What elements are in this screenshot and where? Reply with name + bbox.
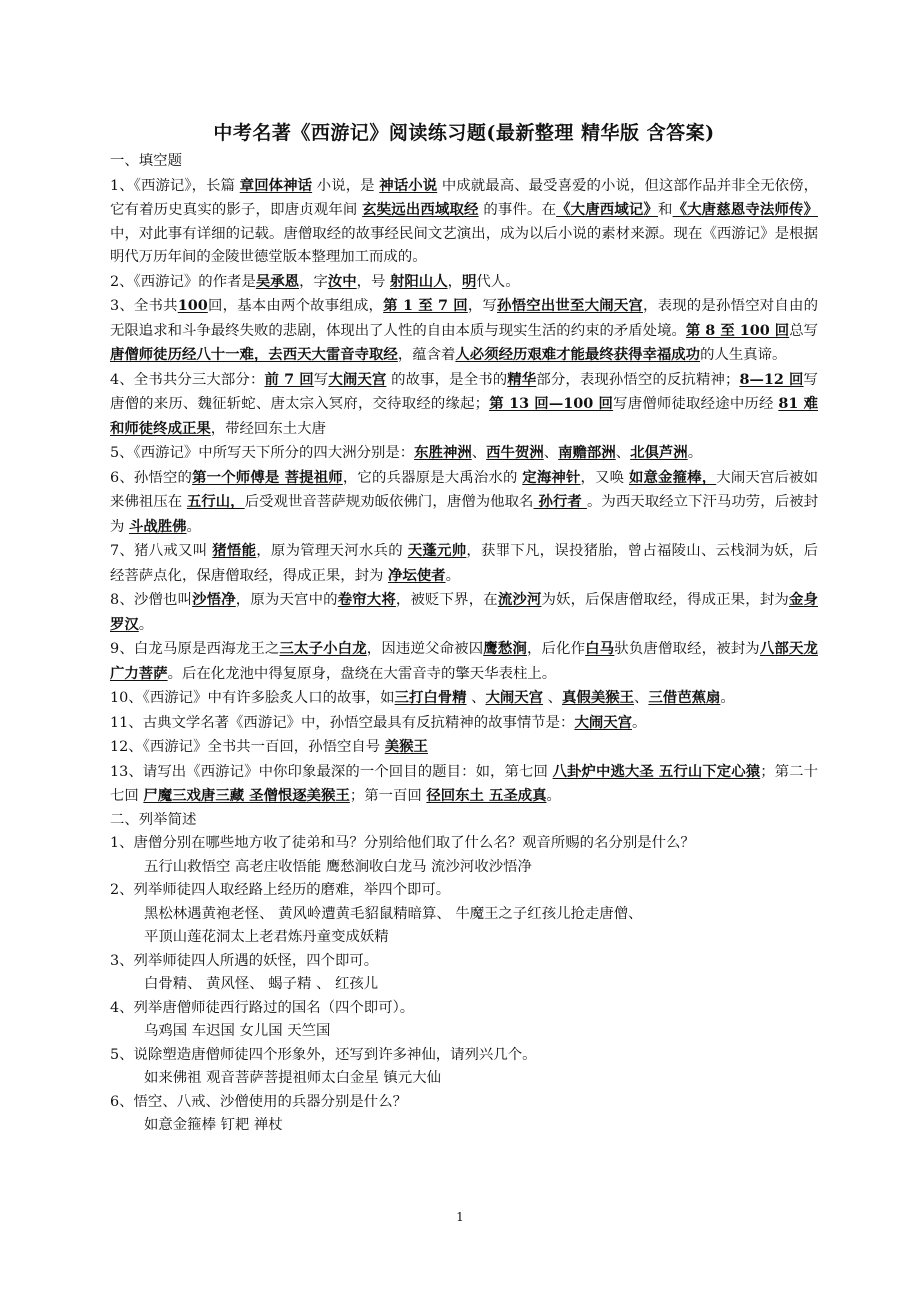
section-heading-list: 二、列举简述 (110, 811, 197, 828)
question-text: 11、古典文学名著《西游记》中，孙悟空最具有反抗精神的故事情节是： (110, 714, 575, 731)
list-question-2: 2、列举师徒四人取经路上经历的磨难，举四个即可。 (110, 882, 451, 898)
page-number: 1 (456, 1210, 464, 1224)
question-text: ，后化作 (526, 641, 586, 657)
answer-text: 汝中 (327, 272, 357, 290)
question-text: ，表现的是孙悟空对自由的无限追求和斗争最终失败的悲剧，体现出了人性的自由本质与现实生活的约束的矛盾处境。 (110, 298, 818, 339)
list-question-3: 3、列举师徒四人所遇的妖怪，四个即可。 (110, 952, 379, 969)
answer-text: 人必须经历艰难才能最终获得幸福成功 (455, 346, 701, 363)
list-question-5: 5、说除塑造唐僧师徒四个形象外，还写到许多神仙，请列兴几个。 (110, 1046, 537, 1063)
list-answer-6: 如意金箍棒 钉耙 禅杖 (144, 1117, 283, 1133)
question-text: ，被贬下界，在 (395, 592, 498, 608)
question-12 (110, 735, 818, 760)
answer-text: 斗战胜佛 (128, 517, 187, 535)
question-text: 代人。 (476, 273, 520, 290)
question-text: 、 (543, 445, 559, 461)
question-text: 。 (632, 714, 647, 731)
answer-text: 大闹天宫 (485, 689, 544, 706)
answer-text: 如意金箍棒， (628, 468, 717, 486)
list-question-4: 4、列举唐僧师徒西行路过的国名（四个即可）。 (110, 999, 415, 1016)
answer-text: 天蓬元帅 (407, 542, 467, 559)
question-text: 中，对此事有详细的记载。唐僧取经的故事经民间文艺演出，成为以后小说的素材来源。现在《西游记》是根据明代万历年间的金陵世德堂版本整理加工而成的。 (110, 225, 818, 265)
question-text: 13、请写出《西游记》中你印象最深的一个回目的题目：如，第七回 (110, 763, 553, 780)
question-text: 驮负唐僧取经，被封为 (614, 641, 760, 657)
question-text: 写唐僧的来历、魏征斩蛇、唐太宗入冥府，交待取经的缘起； (110, 371, 818, 412)
question-text: 2、《西游记》的作者是 (110, 273, 256, 290)
question-text: ，号 (356, 273, 391, 290)
question-text: ；第二十七回 (110, 763, 818, 804)
question-text: 写唐僧师徒取经途中历经 (613, 396, 779, 412)
answer-text: 神话小说 (379, 176, 438, 194)
answer-text: 孙行者 (533, 493, 587, 510)
question-text: 总写 (789, 322, 818, 339)
answer-text: 第 13 回—100 回 (489, 395, 614, 412)
answer-text: 尸魔三戏唐三藏 圣僧恨逐美猴王 (143, 787, 350, 804)
question-7 (110, 539, 818, 588)
question-text: 后受观世音菩萨规劝皈依佛门，唐僧为他取名 (244, 494, 534, 510)
list-question-6: 6、悟空、八戒、沙僧使用的兵器分别是什么？ (110, 1093, 407, 1110)
question-text: 。 (546, 788, 561, 804)
question-text: 。 (687, 445, 703, 461)
answer-text: 南赡部洲 (558, 444, 616, 461)
answer-text: 81 难和师徒终成正果 (110, 395, 818, 437)
question-text: 部分，表现孙悟空的反抗精神； (536, 371, 740, 388)
question-text: 的事件。在 (478, 202, 557, 218)
question-text: ， (447, 273, 462, 290)
list-question-1: 1、唐僧分别在哪些地方收了徒弟和马？分别给他们取了什么名？观音所赐的名分别是什么？ (110, 835, 695, 851)
answer-text: 大闹天宫 (328, 370, 387, 388)
answer-text: 玄奘远出西域取经 (362, 201, 479, 218)
answer-text: 净坛使者 (388, 566, 446, 584)
answer-text: 北俱芦洲 (630, 444, 688, 461)
question-text: 3、全书共 (110, 298, 178, 314)
answer-text: 八卦炉中逃大圣 五行山下定心猿 (552, 762, 761, 780)
question-text: 。 (138, 616, 154, 633)
answer-text: 《大唐西域记》 (556, 201, 659, 218)
answer-text: 8—12 回 (739, 370, 804, 388)
question-text: 。 (720, 690, 735, 706)
answer-text: 美猴王 (384, 738, 428, 755)
list-answer-2b: 平顶山莲花洞太上老君炼丹童变成妖精 (144, 929, 389, 945)
question-text: 写 (313, 371, 329, 388)
answer-text: 沙悟净 (192, 591, 236, 608)
question-text: 8、沙僧也叫 (110, 592, 193, 608)
question-11 (110, 711, 818, 736)
answer-text: 三借芭蕉扇 (648, 689, 721, 706)
answer-text: 三打白骨精 (394, 689, 467, 706)
question-text: 大闹天宫后被如来佛祖压在 (110, 469, 819, 510)
answer-text: 唐僧师徒历经八十一难，去西天大雷音寺取经 (110, 346, 398, 363)
question-text: ，获罪下凡，误投猪胎，曾占福陵山、云栈洞为妖，后经菩萨点化，保唐僧取经，得成正果，封为 (110, 543, 818, 584)
answer-text: 真假美猴王 (562, 689, 634, 706)
answer-text: 卷帘大将 (337, 591, 396, 608)
answer-text: 金身罗汉 (110, 591, 818, 633)
answer-text: 精华 (507, 370, 537, 388)
list-answer-3: 白骨精、 黄风怪、 蝎子精 、 红孩儿 (144, 976, 379, 992)
question-text: 、 (615, 445, 631, 461)
answer-text: 第一个师傅是 菩提祖师 (192, 468, 343, 486)
answer-text: 吴承恩 (255, 272, 300, 290)
question-text: ，蕴含着 (397, 347, 456, 363)
question-text: ，又唤 (580, 469, 629, 486)
answer-text: 100 (177, 297, 208, 314)
answer-text: 猪悟能 (212, 542, 257, 559)
list-answer-5: 如来佛祖 观音菩萨菩提祖师太白金星 镇元大仙 (144, 1070, 441, 1086)
answer-text: 东胜神洲 (414, 444, 472, 461)
answer-text: 大闹天宫 (574, 713, 633, 731)
answer-text: 五行山， (186, 493, 245, 510)
question-text: 12、《西游记》全书共一百回，孙悟空自号 (110, 739, 385, 755)
question-9 (110, 637, 818, 686)
question-text: ，因违逆父命被囚 (366, 641, 484, 657)
answer-text: 定海神针 (522, 468, 581, 486)
question-text: 1、《西游记》，长篇 (110, 177, 240, 194)
answer-text: 前 7 回 (264, 370, 314, 388)
question-text: 。 (186, 518, 201, 535)
question-13 (110, 760, 818, 809)
answer-text: 第 1 至 7 回 (383, 297, 468, 314)
question-8 (110, 588, 818, 637)
answer-text: 西牛贺洲 (486, 444, 544, 461)
page-title: 中考名著《西游记》阅读练习题(最新整理 精华版 含答案) (213, 122, 715, 144)
question-text: 6、孙悟空的 (110, 469, 193, 486)
question-text: ，写 (467, 298, 498, 314)
question-6 (110, 466, 818, 540)
answer-text: 第 8 至 100 回 (685, 321, 790, 339)
answer-text: 孙悟空出世至大闹天宫 (497, 297, 644, 314)
answer-text: 鹰愁涧 (483, 640, 527, 657)
document-content (110, 118, 818, 1138)
question-5 (110, 441, 818, 466)
question-4 (110, 368, 818, 442)
answer-text: 三太子小白龙 (279, 640, 367, 657)
question-text: 回，基本由两个故事组成， (207, 298, 384, 314)
question-text: 、 (634, 690, 649, 706)
list-answer-2a: 黑松林遇黄袍老怪、 黄风岭遭黄毛貂鼠精暗算、 牛魔王之子红孩儿抢走唐僧、 (144, 905, 643, 922)
question-text: ，原为天宫中的 (235, 592, 338, 608)
question-text: 的故事，是全书的 (386, 371, 508, 388)
question-text: 、 (471, 445, 487, 461)
question-text: 9、白龙马原是西海龙王之 (110, 641, 280, 657)
question-text: 的人生真谛。 (700, 347, 787, 363)
question-text: 为妖，后保唐僧取经，得成正果，封为 (541, 592, 789, 608)
question-text: 4、全书共分三大部分： (110, 371, 265, 388)
question-text: 和 (658, 202, 673, 218)
answer-text: 白马 (585, 640, 615, 657)
list-answer-1: 五行山救悟空 高老庄收悟能 鹰愁涧收白龙马 流沙河收沙悟净 (144, 858, 532, 875)
question-text: 、 (543, 690, 563, 706)
question-text: ，它的兵器原是大禹治水的 (342, 469, 523, 486)
question-text: 小说，是 (312, 177, 380, 194)
question-1 (110, 174, 818, 270)
answer-text: 径回东土 五圣成真 (426, 787, 547, 804)
question-text: 5、《西游记》中所写天下所分的四大洲分别是： (110, 445, 415, 461)
list-answer-4: 乌鸡国 车迟国 女儿国 天竺国 (144, 1023, 331, 1039)
question-2 (110, 270, 818, 295)
question-10 (110, 686, 818, 711)
question-text: 中成就最高、最受喜爱的小说，但这部作品并非全无依傍，它有着历史真实的影子，即唐贞观年间 (110, 177, 818, 218)
question-text: 10、《西游记》中有许多脍炙人口的故事，如 (110, 690, 395, 706)
answer-text: 射阳山人 (390, 272, 448, 290)
question-3 (110, 294, 818, 368)
question-text: ，字 (299, 273, 328, 290)
question-text: ，带经回东土大唐 (210, 420, 326, 437)
question-text: 7、猪八戒又叫 (110, 543, 213, 559)
answer-text: 《大唐慈恩寺法师传》 (672, 201, 818, 218)
section-heading-fill-in: 一、填空题 (110, 153, 182, 169)
question-text: ；第一百回 (349, 788, 427, 804)
question-text: 、 (466, 690, 486, 706)
question-text: 。 (445, 567, 460, 584)
answer-text: 明 (462, 272, 477, 290)
answer-text: 流沙河 (497, 591, 542, 608)
question-text: 。后在化龙池中得复原身，盘绕在大雷音寺的擎天华表柱上。 (167, 665, 557, 682)
answer-text: 章回体神话 (239, 176, 313, 194)
question-text: 。为西天取经立下汗马功劳，后被封为 (110, 494, 818, 535)
question-text: ，原为管理天河水兵的 (256, 543, 408, 559)
answer-text: 八部天龙广力菩萨 (110, 640, 818, 682)
